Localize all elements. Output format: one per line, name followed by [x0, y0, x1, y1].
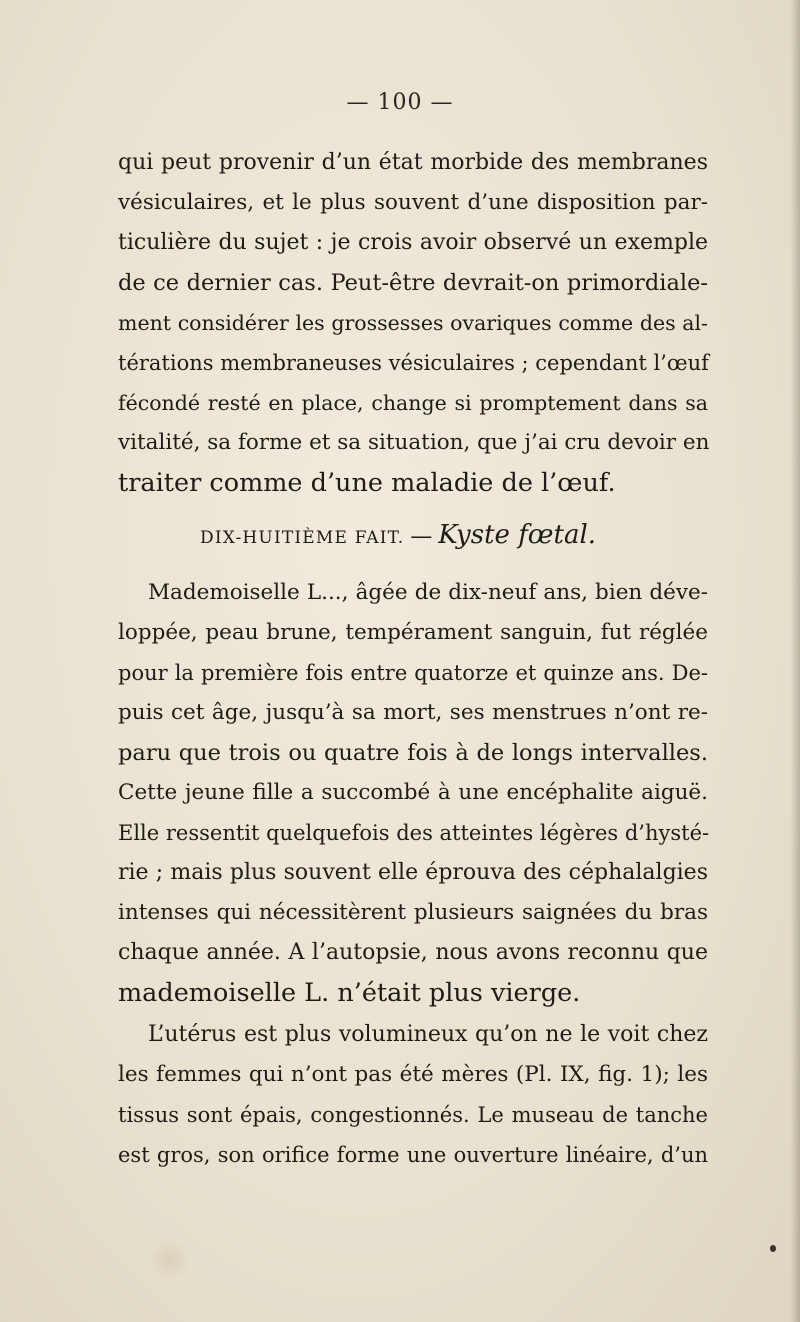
text-line: puis cet âge, jusqu’à sa mort, ses menstrues n’ont re-: [118, 700, 708, 725]
section-title: Kyste fœtal.: [438, 520, 597, 550]
text-line: de ce dernier cas. Peut-être devrait-on primordiale-: [118, 270, 708, 296]
text-line: Cette jeune fille a succombé à une encéphalite aiguë.: [118, 780, 708, 805]
text-line: pour la première fois entre quatorze et quinze ans. De-: [118, 661, 708, 685]
section-heading: [200, 515, 596, 555]
text-line: L’utérus est plus volumineux qu’on ne le voit chez: [148, 1022, 708, 1047]
text-line: chaque année. A l’autopsie, nous avons reconnu que: [118, 940, 708, 965]
text-line: est gros, son orifice forme une ouverture linéaire, d’un: [118, 1143, 708, 1167]
text-line: loppée, peau brune, tempérament sanguin, fut réglée: [118, 620, 708, 645]
text-line: Elle ressentit quelquefois des atteintes légères d’hysté-: [118, 821, 710, 845]
text-line: mademoiselle L. n’était plus vierge.: [118, 978, 581, 1008]
text-line: vitalité, sa forme et sa situation, que j’ai cru devoir en: [118, 430, 710, 455]
text-line: paru que trois ou quatre fois à de longs intervalles.: [118, 740, 708, 766]
text-line: rie ; mais plus souvent elle éprouva des céphalalgies: [118, 860, 708, 885]
text-line: traiter comme d’une maladie de l’œuf.: [118, 468, 616, 498]
text-line: ment considérer les grossesses ovariques comme des al-: [118, 311, 708, 335]
text-line: qui peut provenir d’un état morbide des membranes: [118, 150, 708, 175]
text-line: intenses qui nécessitèrent plusieurs saignées du bras: [118, 900, 708, 925]
text-line: térations membraneuses vésiculaires ; cependant l’œuf: [118, 351, 709, 375]
text-line: fécondé resté en place, change si promptement dans sa: [118, 391, 708, 415]
text-line: vésiculaires, et le plus souvent d’une disposition par-: [118, 190, 708, 215]
paper-stain: [150, 1240, 190, 1280]
heading-dash: —: [410, 524, 433, 549]
text-line: Mademoiselle L..., âgée de dix-neuf ans, bien déve-: [148, 580, 708, 605]
ink-dot: [770, 1245, 776, 1252]
page-number: — 100 —: [346, 90, 454, 115]
text-line: les femmes qui n’ont pas été mères (Pl. IX, fig. 1); les: [118, 1062, 708, 1087]
section-label: DIX-HUITIÈME FAIT.: [200, 528, 405, 548]
page-edge-shadow: [790, 0, 800, 1322]
text-line: ticulière du sujet : je crois avoir observé un exemple: [118, 230, 708, 255]
text-line: tissus sont épais, congestionnés. Le museau de tanche: [118, 1103, 708, 1127]
